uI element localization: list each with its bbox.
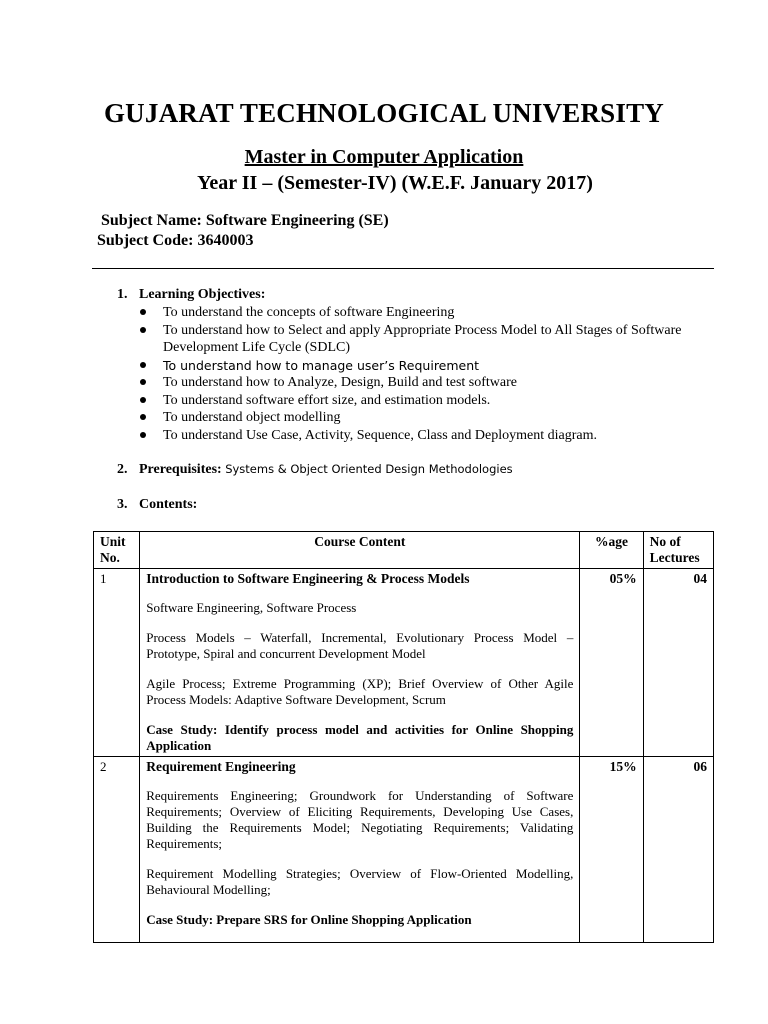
bullet-icon [140,432,146,438]
list-item: To understand how to manage user’s Requirement [140,357,723,375]
objectives-list [140,304,723,444]
list-item: To understand the concepts of software Engineering [140,304,723,322]
university-title: GUJARAT TECHNOLOGICAL UNIVERSITY [103,98,665,128]
prerequisites-value: Systems & Object Oriented Design Methodologies [225,462,513,476]
table-row [94,757,714,943]
bullet-icon [140,397,146,403]
table-header-row [94,532,714,569]
list-item: To understand software effort size, and estimation models. [140,392,723,410]
unit-lectures: 06 [643,757,713,943]
unit-title: Requirement Engineering [146,759,296,774]
unit-percentage: 15% [580,757,643,943]
course-content-table [93,531,714,943]
content-paragraph: Requirement Modelling Strategies; Overview of Flow-Oriented Modelling, Behavioural Modelling; [146,866,574,897]
divider [92,268,714,269]
subject-code: Subject Code: 3640003 [97,232,254,249]
case-study: Case Study: Prepare SRS for Online Shopping Application [146,912,472,927]
unit-lectures: 04 [643,569,713,757]
subject-name: Subject Name: Software Engineering (SE) [101,212,389,229]
unit-percentage: 05% [580,569,643,757]
unit-content [140,569,580,757]
bullet-icon [140,414,146,420]
header-percentage: %age [580,532,643,569]
header-unit: Unit No. [94,532,140,569]
unit-number: 2 [94,757,140,943]
unit-number: 1 [94,569,140,757]
unit-content [140,757,580,943]
list-item: To understand how to Analyze, Design, Build and test software [140,374,723,392]
case-study: Case Study: Identify process model and activities for Online Shopping Application [146,722,574,753]
table-row [94,569,714,757]
content-paragraph: Requirements Engineering; Groundwork for Understanding of Software Requirements; Overview of Eliciting Requirements, Developing Use Cases, Building the Requirements Model; Negotiating Requirements; Validating Requirements; [146,788,574,851]
unit-title: Introduction to Software Engineering & Process Models [146,571,470,586]
bullet-icon [140,327,146,333]
list-item: To understand Use Case, Activity, Sequence, Class and Deployment diagram. [140,427,723,445]
content-paragraph: Process Models – Waterfall, Incremental, Evolutionary Process Model – Prototype, Spiral and concurrent Development Model [146,630,574,661]
bullet-icon [140,362,146,368]
content-paragraph: Agile Process; Extreme Programming (XP); Brief Overview of Other Agile Process Models: Adaptive Software Development, Scrum [146,676,574,707]
list-item: To understand how to Select and apply Appropriate Process Model to All Stages of Software Development Life Cycle (SDLC) [140,322,723,357]
content-paragraph: Software Engineering, Software Process [146,600,357,615]
bullet-icon [140,379,146,385]
list-item: To understand object modelling [140,409,723,427]
program-title: Master in Computer Application [244,146,524,168]
section-objectives-heading: 1. Learning Objectives: [117,287,266,302]
bullet-icon [140,309,146,315]
year-semester: Year II – (Semester-IV) (W.E.F. January 2017) [197,172,593,194]
section-contents-heading: 3. Contents: [117,497,198,512]
section-prerequisites-heading: 2. Prerequisites: Systems & Object Oriented Design Methodologies [117,462,513,477]
header-lectures: No of Lectures [643,532,713,569]
header-course-content: Course Content [140,532,580,569]
